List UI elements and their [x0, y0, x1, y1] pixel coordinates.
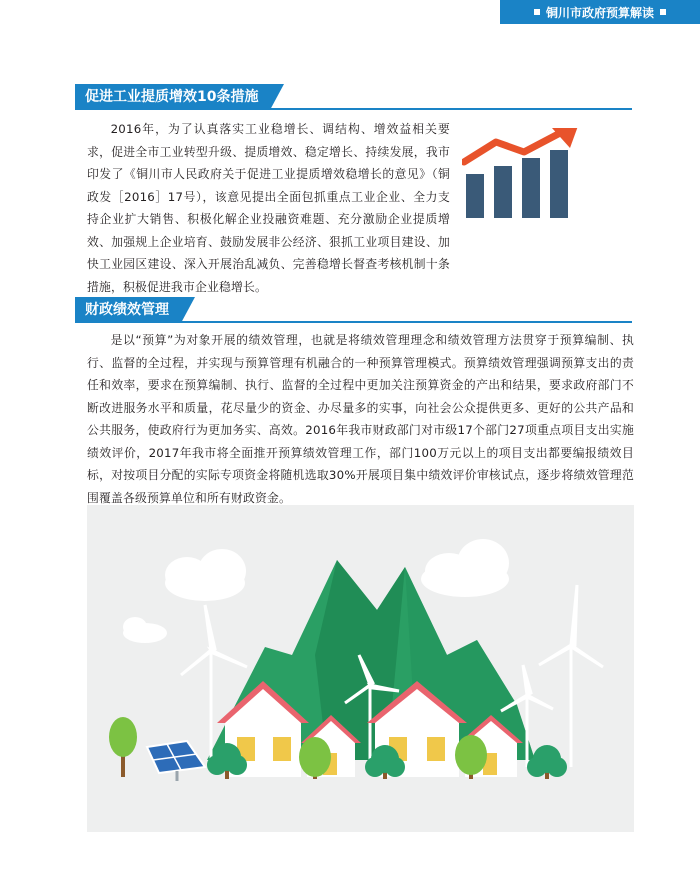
section-rule — [75, 321, 632, 323]
running-header — [500, 0, 700, 24]
tree-icon — [527, 745, 567, 779]
section-heading-performance — [75, 297, 632, 327]
running-header-title: 铜川市政府预算解读 — [545, 5, 654, 20]
cloud-icon — [123, 617, 167, 643]
chart-bar-4 — [550, 150, 568, 218]
green-town-illustration — [87, 505, 634, 832]
section-title-tab: 促进工业提质增效10条措施 — [75, 84, 270, 110]
cloud-icon — [421, 539, 509, 597]
chart-bar-2 — [494, 166, 512, 218]
cloud-icon — [165, 549, 246, 601]
section-title-tab: 财政绩效管理 — [75, 297, 181, 323]
header-square-left — [534, 9, 540, 15]
trend-arrow-line — [464, 132, 562, 162]
section-rule — [75, 108, 632, 110]
chart-bar-3 — [522, 158, 540, 218]
chart-bar-1 — [466, 174, 484, 218]
section-body-industry: 2016年，为了认真落实工业稳增长、调结构、增效益相关要求，促进全市工业转型升级、提质增效、稳定增长、持续发展，我市印发了《铜川市人民政府关于促进工业提质增效稳增长的意见》（铜政发［2016］17号），该意见提出全面包抓重点工业企业、全力支持企业扩大销售、积极化解企业投融资难题、充分激励企业提质增效、加强规上企业培育、鼓励发展非公经济、狠抓工业项目建设、加快工业园区建设、深入开展治乱减负、完善稳增长督查考核机制十条措施，积极促进我市企业稳增长。 — [87, 122, 450, 294]
wind-turbine-icon — [539, 585, 603, 767]
header-square-right — [660, 9, 666, 15]
section-body-performance: 是以“预算”为对象开展的绩效管理，也就是将绩效管理理念和绩效管理方法贯穿于预算编制、执行、监督的全过程，并实现与预算管理有机融合的一种预算管理模式。预算绩效管理强调预算支出的责任和效率，要求在预算编制、执行、监督的全过程中更加关注预算资金的产出和结果，要求政府部门不断改进服务水平和质量，花尽量少的资金、办尽量多的实事，向社会公众提供更多、更好的公共产品和公共服务，使政府行为更加务实、高效。2016年我市财政部门对市级17个部门27项重点项目支出实施绩效评价，2017年我市将全面推开预算绩效管理工作，部门100万元以上的项目支出都要编报绩效目标，对按项目分配的实际专项资金将随机选取30%开展项目集中绩效评价审核试点，逐步将绩效管理范围覆盖各级预算单位和所有财政资金。 — [87, 333, 634, 505]
section-heading-industry — [75, 84, 632, 114]
growth-bar-chart-icon — [462, 128, 582, 218]
